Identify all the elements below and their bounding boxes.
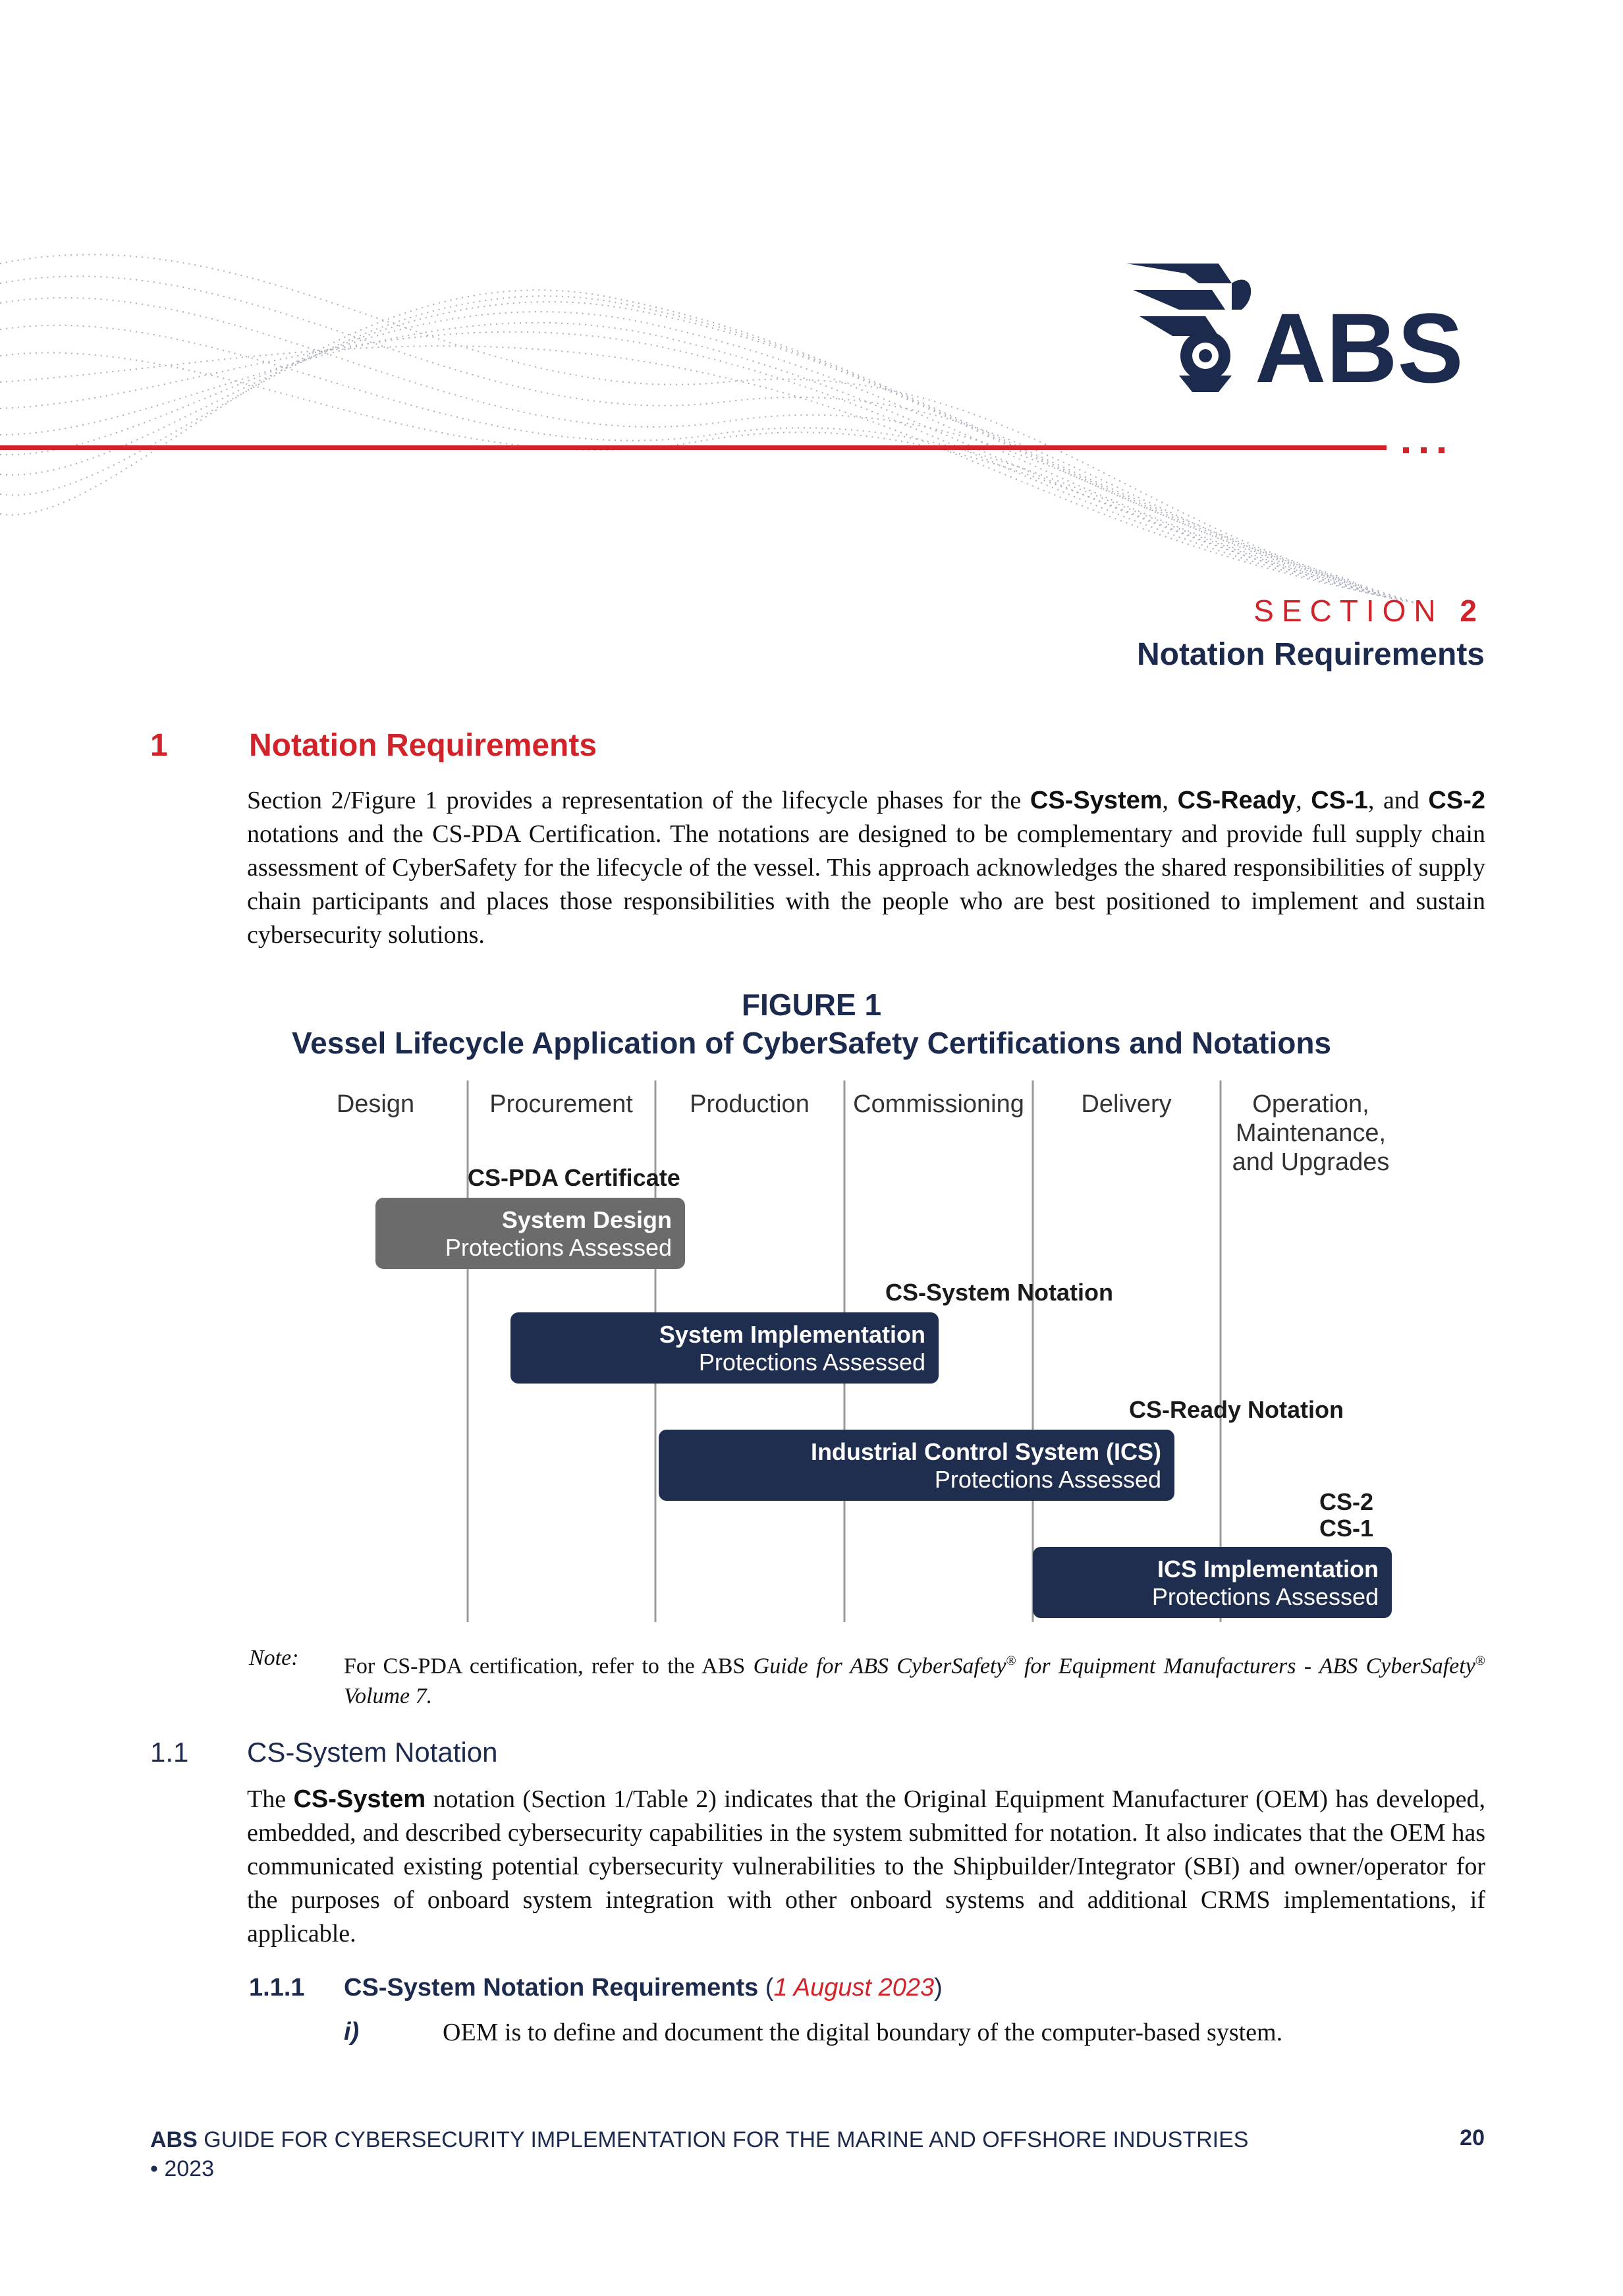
- header-rule: [0, 445, 1387, 450]
- eagle-emblem-icon: [1120, 257, 1475, 395]
- lifecycle-diagram: [329, 1080, 1449, 1627]
- system-implementation-line2: Protections Assessed: [698, 1349, 925, 1376]
- page-number: 20: [1460, 2125, 1485, 2150]
- cs-system-title: CS-System Notation: [885, 1279, 1113, 1306]
- system-implementation-line1: System Implementation: [659, 1321, 925, 1348]
- ics-implementation-line1: ICS Implementation: [1157, 1555, 1379, 1582]
- cs-ready-title: CS-Ready Notation: [1128, 1396, 1344, 1423]
- abs-logo: [1120, 257, 1475, 395]
- list-item-text: OEM is to define and document the digital boundary of the computer-based system.: [443, 2019, 1283, 2046]
- phase-production: Production: [690, 1090, 810, 1118]
- header-rule-dots: [1403, 445, 1456, 457]
- subheading-number: 1.1: [150, 1737, 189, 1768]
- cs-system-paragraph: The CS-System notation (Section 1/Table 2) indicates that the Original Equipment Manufacturer (OEM) has developed, embedded, and described cybersecurity capabilities in the system submitted for notation. It also indicates that the OEM has communicated existing potential cybersecurity vulnerabilities to the Shipbuilder/Integrator (SBI) and owner/operator for the purposes of onboard system integration with other onboard systems and additional CRMS implementations, if applicable.: [247, 1785, 1486, 1947]
- note-label: Note:: [249, 1646, 299, 1670]
- section-title: Notation Requirements: [1136, 637, 1485, 672]
- footer-year: • 2023: [150, 2156, 214, 2181]
- figure-caption: Vessel Lifecycle Application of CyberSafety Certifications and Notations: [291, 1026, 1332, 1060]
- ics-line2: Protections Assessed: [934, 1466, 1161, 1493]
- system-design-line1: System Design: [501, 1206, 672, 1233]
- system-design-line2: Protections Assessed: [445, 1234, 672, 1261]
- ics-line1: Industrial Control System (ICS): [810, 1438, 1161, 1465]
- subsubheading-number: 1.1.1: [249, 1974, 305, 2002]
- phase-delivery: Delivery: [1081, 1090, 1172, 1118]
- phase-procurement: Procurement: [489, 1090, 633, 1118]
- heading-title: Notation Requirements: [249, 728, 597, 763]
- subheading-title: CS-System Notation: [247, 1737, 498, 1768]
- cs-1-title: CS-1: [1319, 1515, 1373, 1542]
- section-label: SECTION 2: [1253, 594, 1485, 628]
- figure-label: FIGURE 1: [741, 988, 882, 1022]
- cs-pda-title: CS-PDA Certificate: [468, 1164, 680, 1191]
- page-footer: ABS GUIDE FOR CYBERSECURITY IMPLEMENTATION FOR THE MARINE AND OFFSHORE INDUSTRIES • 2023: [150, 2127, 1249, 2181]
- phase-operation-line1: Operation,: [1252, 1090, 1369, 1118]
- phase-commissioning: Commissioning: [853, 1090, 1024, 1118]
- note-text: For CS-PDA certification, refer to the ABS Guide for ABS CyberSafety® for Equipment Manufacturers - ABS CyberSafety® Volume 7.: [344, 1654, 1485, 1709]
- subsubheading-title: CS-System Notation Requirements (1 August 2023): [344, 1974, 943, 2002]
- phase-operation-line3: and Upgrades: [1232, 1148, 1390, 1176]
- intro-paragraph: Section 2/Figure 1 provides a representation of the lifecycle phases for the CS-System, CS-Ready, CS-1, and CS-2 notations and the CS-PDA Certification. The notations are designed to be complementary and provide full supply chain assessment of CyberSafety for the lifecycle of the vessel. This approach acknowledges the shared responsibilities of supply chain participants and places those responsibilities with the people who are best positioned to implement and sustain cybersecurity solutions.: [247, 787, 1485, 949]
- heading-number: 1: [150, 728, 168, 763]
- phase-design: Design: [336, 1090, 415, 1118]
- ics-implementation-line2: Protections Assessed: [1151, 1583, 1379, 1610]
- phase-operation-line2: Maintenance,: [1235, 1119, 1387, 1147]
- svg-text:ABS: ABS: [1255, 293, 1464, 395]
- list-item-number: i): [344, 2018, 360, 2046]
- cs-2-title: CS-2: [1319, 1488, 1373, 1515]
